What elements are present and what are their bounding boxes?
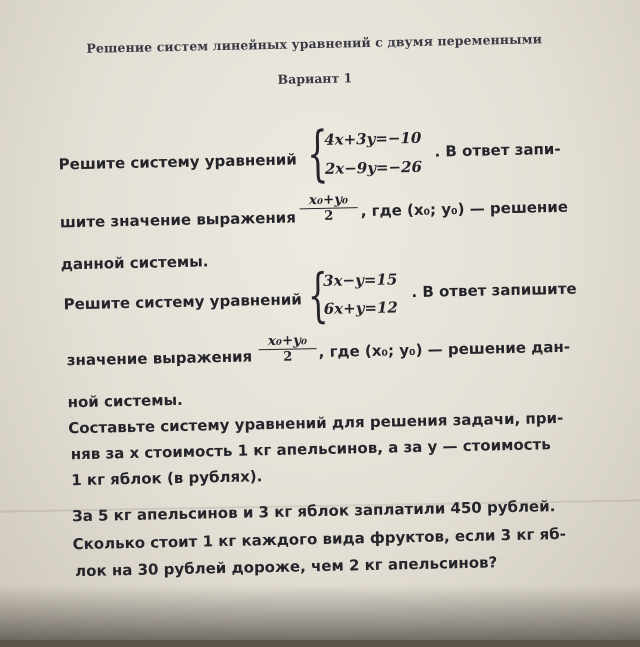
worksheet-title: Решение систем линейных уравнений с двумя переменными [86, 31, 543, 56]
task2-fraction-denominator: 2 [283, 349, 293, 365]
task3-line2: няв за x стоимость 1 кг апельсинов, а за y — стоимость [70, 435, 551, 464]
task2-after: . В ответ запишите [411, 279, 577, 302]
task1-fraction-numerator: x₀+y₀ [299, 191, 357, 209]
variant-label: Вариант 1 [277, 70, 353, 87]
task1-line3: данной системы. [60, 252, 209, 274]
task3-line4: За 5 кг апельсинов и 3 кг яблок заплатили 450 рублей. [71, 497, 556, 526]
task2-brace: { [307, 260, 329, 330]
task2-line2-after: , где (x₀; y₀) — решение дан- [318, 337, 571, 362]
task2-line3: ной системы. [67, 390, 183, 412]
task1-equation-2: 2x−9y=−26 [324, 157, 423, 178]
task2-fraction [258, 332, 317, 365]
task3-line6: лок на 30 рублей дороже, чем 2 кг апельсинов? [75, 553, 498, 581]
task1-line2-lead: шите значение выражения [59, 208, 297, 232]
task2-line2-lead: значение выражения [66, 347, 253, 370]
task2-equation-1: 3x−y=15 [322, 270, 398, 290]
task2-fraction-numerator: x₀+y₀ [258, 332, 316, 350]
task1-equation-1: 4x+3y=−10 [324, 128, 422, 149]
task1-fraction [299, 191, 358, 224]
task2-equation-2: 6x+y=12 [323, 298, 399, 318]
task3-line3: 1 кг яблок (в рублях). [71, 467, 263, 490]
task3-line5: Сколько стоит 1 кг каждого вида фруктов, если 3 кг яб- [72, 524, 567, 554]
task1-brace: { [306, 118, 329, 190]
task1-lead: Решите систему уравнений [58, 150, 297, 174]
task1-line2-after: , где (x₀; y₀) — решение [360, 197, 569, 221]
task1-fraction-denominator: 2 [324, 208, 334, 224]
task3-line1: Составьте систему уравнений для решения задачи, при- [68, 408, 564, 438]
task2-lead: Решите систему уравнений [63, 290, 302, 314]
task1-after: . В ответ запи- [434, 139, 561, 161]
